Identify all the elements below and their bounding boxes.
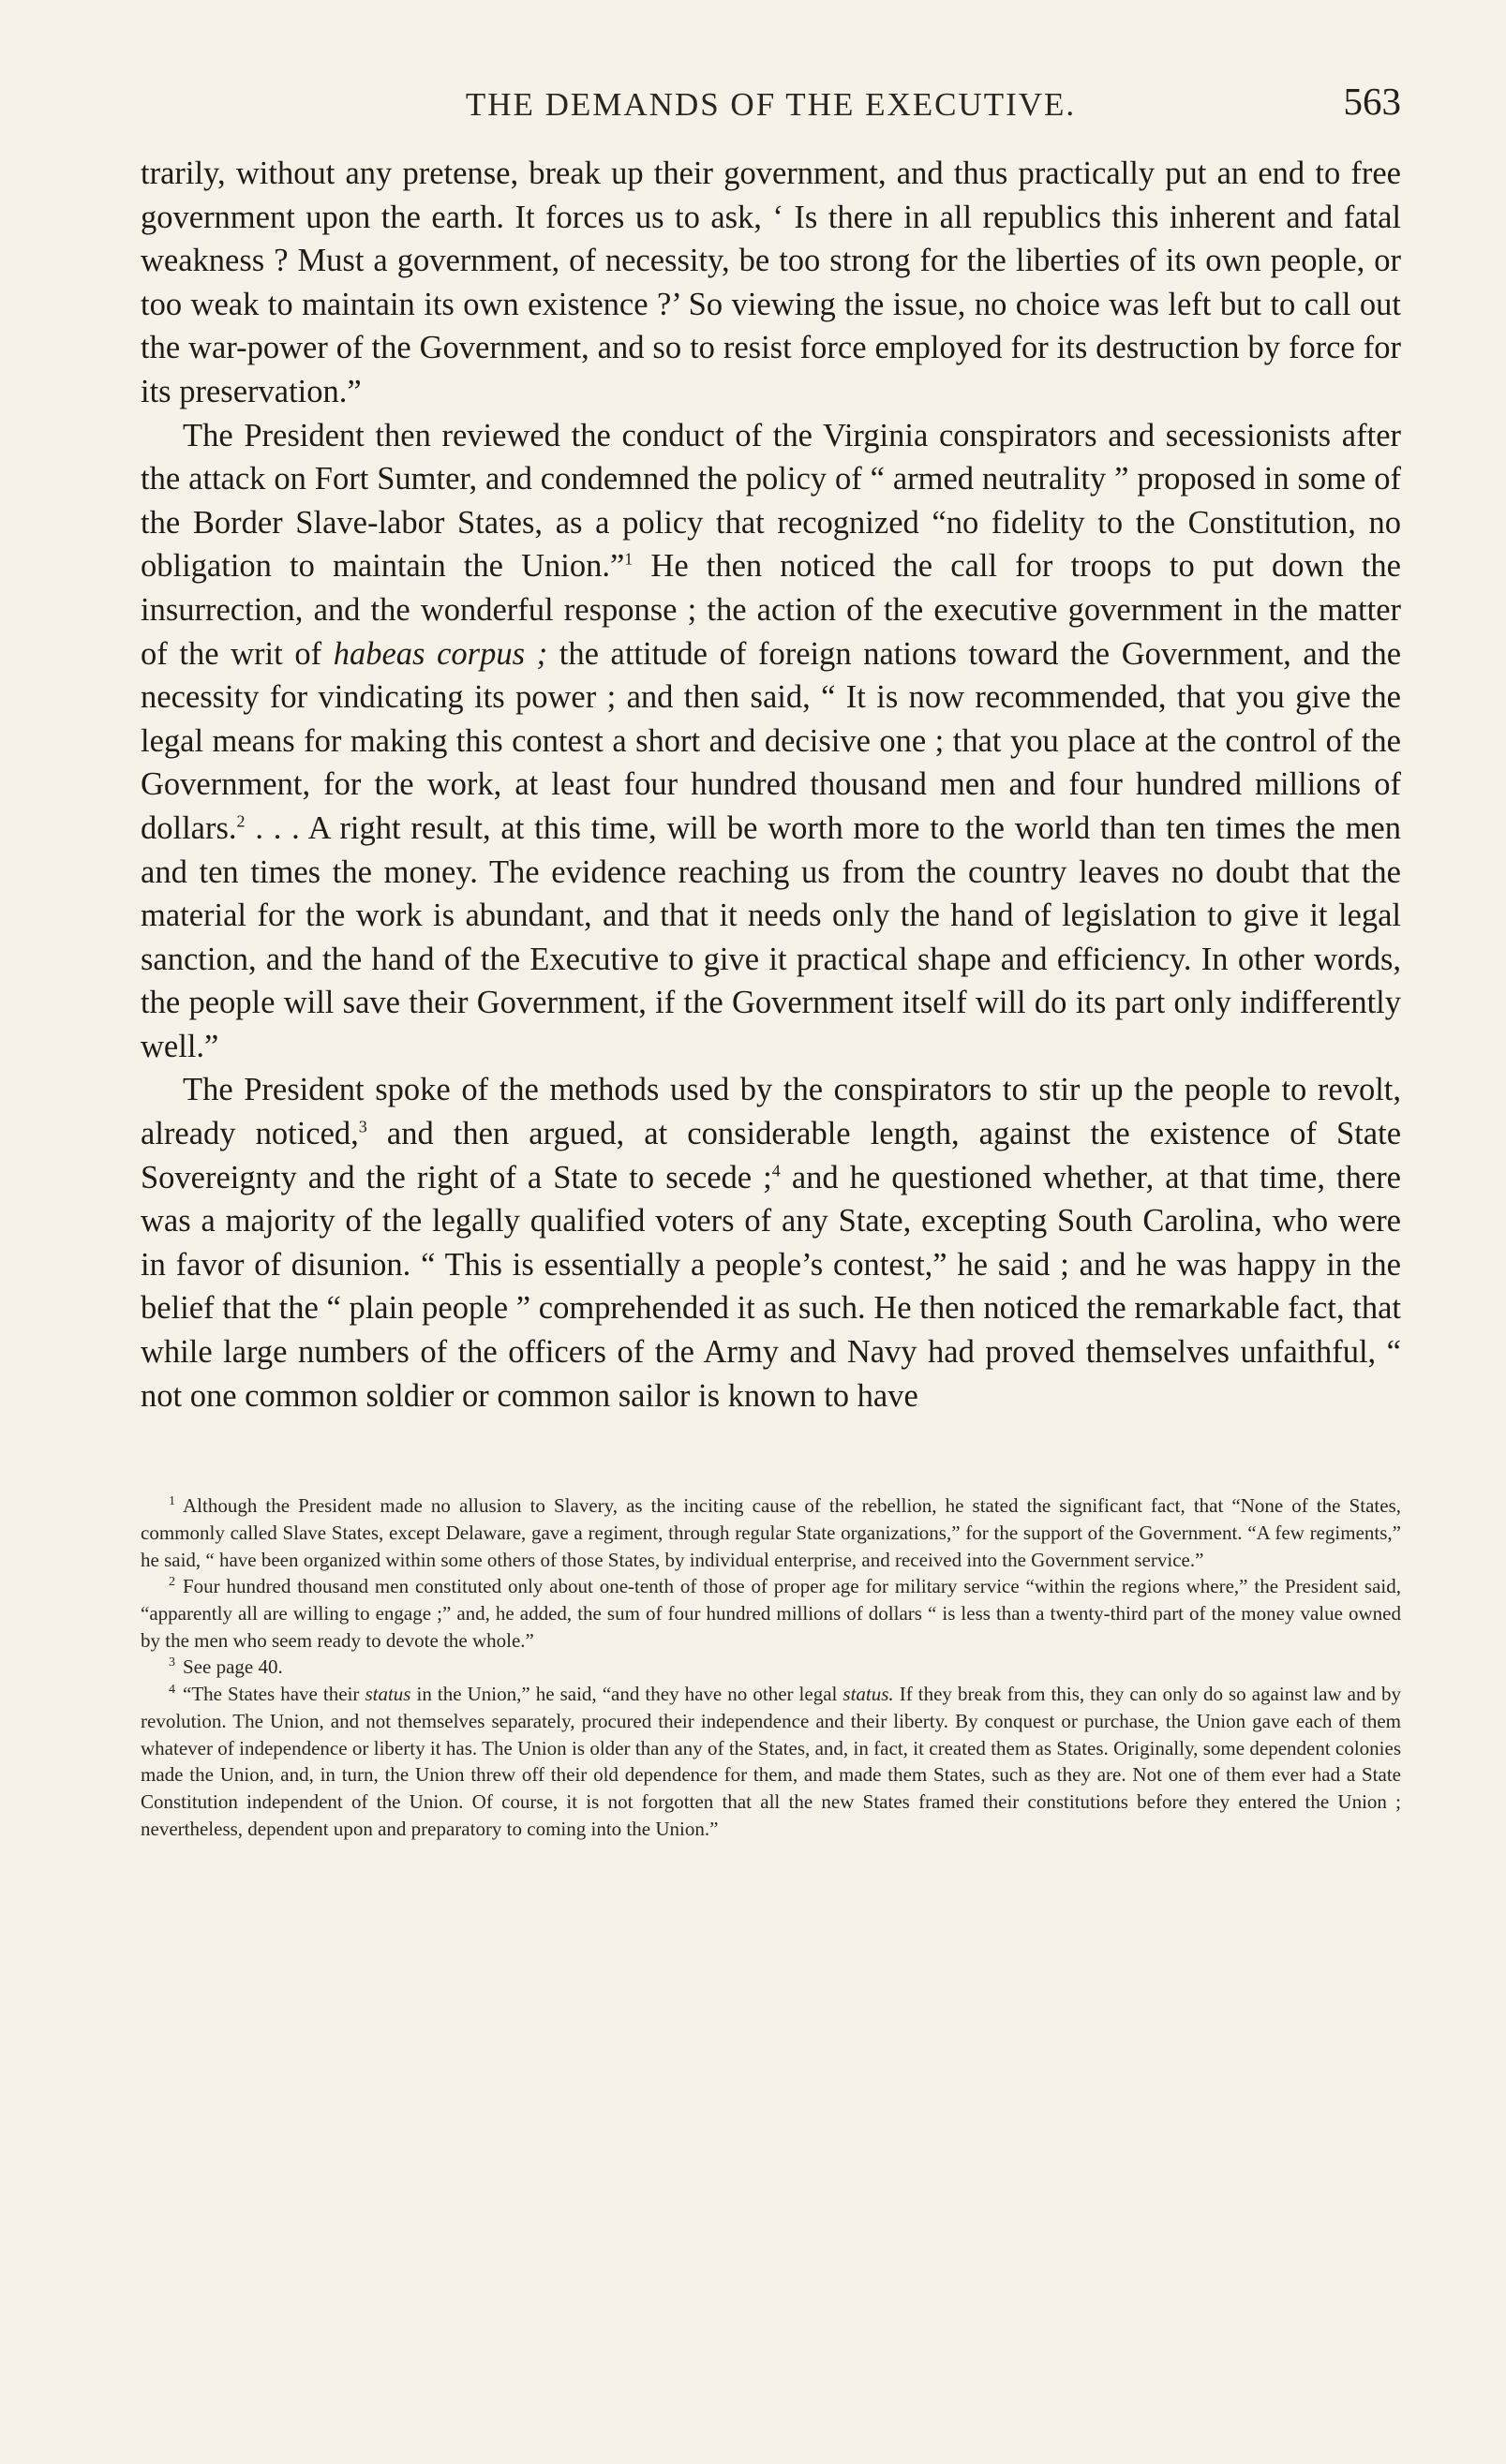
footnote-3-mark: 3: [169, 1655, 175, 1670]
paragraph-2-part-1: The President then reviewed the conduct of the Virginia conspirators and secessionists after the attack on Fort Sumter, and condemned the policy of “ armed neutrality ” proposed in some of the Border Slave-labor States, as a policy that recognized “no fidelity to the Constitution, no obligation to maintain the Union.”: [141, 417, 1401, 585]
footnote-2: [141, 1573, 1401, 1654]
footnotes-section: [141, 1492, 1401, 1842]
running-header: [141, 75, 1401, 133]
footnote-4-text-post: If they break from this, they can only do so against law and by revolution. The Union, and not themselves separately, procured their independence and their liberty. By conquest or purchase, the Union gave each of them whatever of independence or liberty it has. The Union is older than any of the States, and, in fact, it created them as States. Originally, some dependent colonies made the Union, and, in turn, the Union threw off their old dependence for them, and made them States, such as they are. Not one of them ever had a State Constitution independent of the Union. Of course, it is not forgotten that all the new States framed their constitutions before they entered the Union ; nevertheless, dependent upon and preparatory to coming into the Union.”: [141, 1683, 1401, 1840]
paragraph-1: trarily, without any pretense, break up their government, and thus practically put an end to free government upon the earth. It forces us to ask, ‘ Is there in all republics this inherent and fatal weakness ? Must a government, of necessity, be too strong for the liberties of its own people, or too weak to maintain its own existence ?’ So viewing the issue, no choice was left but to call out the war-power of the Government, and so to resist force employed for its destruction by force for its preservation.”: [141, 156, 1401, 409]
paragraph-3-part-2: and then argued, at considerable length, against the existence of State Sovereignty and the right of a State to secede ;: [141, 1116, 1402, 1195]
footnote-ref-1[interactable]: 1: [624, 549, 634, 569]
footnote-ref-3[interactable]: 3: [358, 1117, 367, 1136]
footnote-4-text-pre: “The States have their: [183, 1683, 365, 1706]
footnote-ref-2[interactable]: 2: [236, 811, 246, 831]
page-number: 563: [1343, 80, 1401, 123]
footnote-4-mark: 4: [169, 1683, 175, 1698]
running-title: THE DEMANDS OF THE EXECUTIVE.: [465, 86, 1077, 123]
paragraph-2-part-3: the attitude of foreign nations toward the Government, and the necessity for vindicating its power ; and then said, “ It is now recommended, that you give the legal means for making this contest a short and decisive one ; that you place at the control of the Government, for the work, at least four hundred thousand men and four hundred millions of dollars.: [141, 635, 1402, 846]
book-page: [141, 75, 1401, 1842]
footnote-4-italic-status-2: status.: [842, 1683, 894, 1706]
footnote-1: [141, 1492, 1401, 1573]
footnote-4-text-mid: in the Union,” he said, “and they have no other legal: [410, 1683, 843, 1706]
footnote-2-mark: 2: [169, 1575, 175, 1590]
paragraph-3: [141, 1068, 1401, 1418]
paragraph-3-part-3: and he questioned whether, at that time, there was a majority of the legally qualified voters of any State, excepting South Carolina, who were in favor of disunion. “ This is essentially a people’s contest,” he said ; and he was happy in the belief that the “ plain people ” comprehended it as such. He then noticed the remarkable fact, that while large numbers of the officers of the Army and Navy had proved themselves unfaithful, “ not one common soldier or common sailor is known to have: [141, 1159, 1401, 1414]
footnote-3-text: See page 40.: [183, 1655, 283, 1679]
footnote-3: [141, 1654, 1401, 1681]
footnote-ref-4[interactable]: 4: [771, 1161, 781, 1180]
italic-habeas-corpus: habeas corpus ;: [333, 635, 548, 672]
paragraph-2-part-2: He then noticed the call for troops to put down the insurrection, and the wonderful response ; the action of the executive government in the matter of the writ of: [141, 548, 1401, 672]
paragraph-2-part-4: . . . A right result, at this time, will be worth more to the world than ten times the men and ten times the money. The evidence reaching us from the country leaves no doubt that the material for the work is abundant, and that it needs only the hand of legislation to give it legal sanction, and the hand of the Executive to give it practical shape and efficiency. In other words, the people will save their Government, if the Government itself will do its part only indifferently well.”: [141, 809, 1401, 1064]
footnote-4-italic-status: status: [365, 1683, 411, 1706]
footnote-2-text: Four hundred thousand men constituted only about one-tenth of those of proper age for military service “within the regions where,” the President said, “apparently all are willing to engage ;” and, he added, the sum of four hundred millions of dollars “ is less than a twenty-third part of the money value owned by the men who seem ready to devote the whole.”: [141, 1575, 1401, 1652]
footnote-1-mark: 1: [169, 1494, 175, 1509]
paragraph-3-part-1: The President spoke of the methods used by the conspirators to stir up the people to revolt, already noticed,: [141, 1072, 1401, 1152]
main-text: [141, 152, 1401, 1418]
footnote-4: [141, 1681, 1401, 1842]
paragraph-2: [141, 414, 1401, 1069]
footnote-1-text: Although the President made no allusion to Slavery, as the inciting cause of the rebellion, he stated the significant fact, that “None of the States, commonly called Slave States, except Delaware, gave a regiment, through regular State organizations,” for the support of the Government. “A few regiments,” he said, “ have been organized within some others of those States, by individual enterprise, and received into the Government service.”: [141, 1494, 1401, 1571]
